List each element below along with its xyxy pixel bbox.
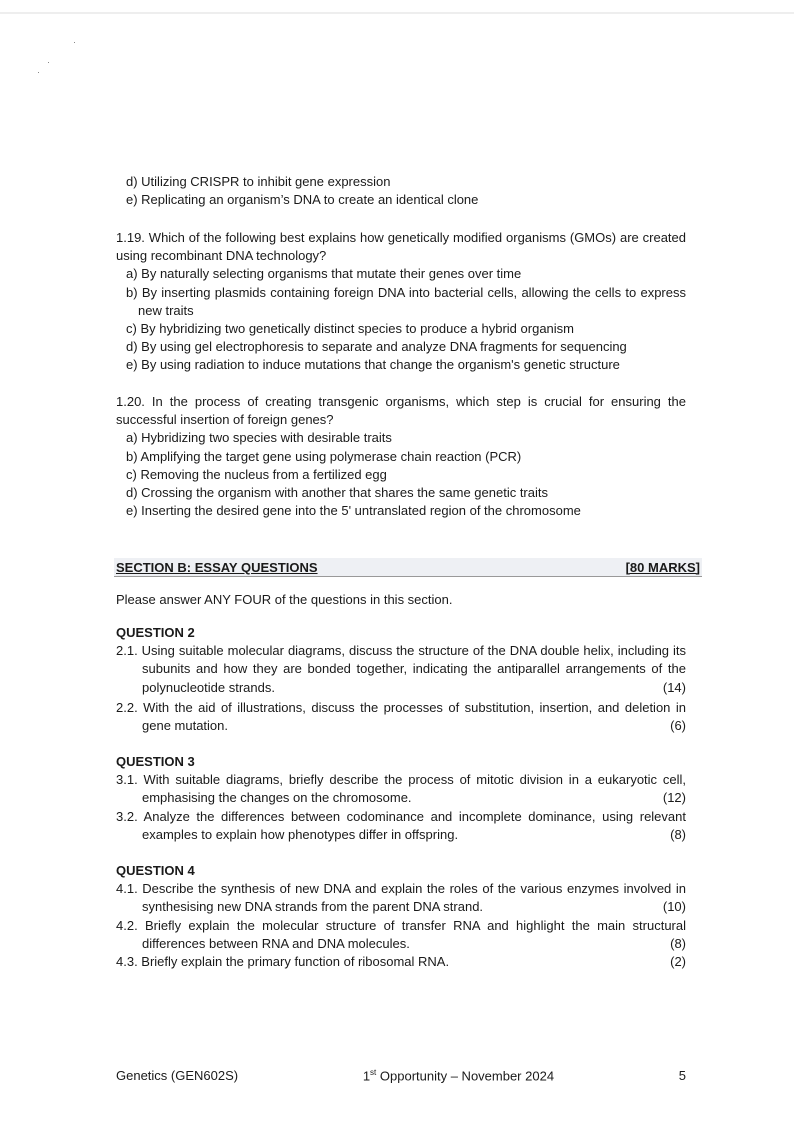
question-1-18-tail — [116, 173, 686, 209]
option: d) By using gel electrophoresis to separate and analyze DNA fragments for sequencing — [126, 339, 627, 355]
option: e) Replicating an organism’s DNA to create an identical clone — [126, 192, 479, 208]
marks: (10) — [662, 899, 686, 915]
option: a) By naturally selecting organisms that mutate their genes over time — [126, 266, 522, 282]
sub-question: 2.1. Using suitable molecular diagrams, discuss the structure of the DNA double helix, including its subunits and how they are bonded together, indicating the antiparallel arrangements of the polynucleotide strands. (14) — [116, 642, 686, 697]
page-footer — [116, 1068, 686, 1083]
sub-question: 3.1. With suitable diagrams, briefly describe the process of mitotic division in a eukaryotic cell, emphasising the changes on the chromosome. (12) — [116, 771, 686, 807]
option: d) Utilizing CRISPR to inhibit gene expression — [126, 174, 391, 189]
sub-question: 4.3. Briefly explain the primary function of ribosomal RNA. (2) — [116, 953, 686, 971]
marks: (6) — [670, 718, 686, 734]
question-3 — [116, 753, 686, 844]
option: c) Removing the nucleus from a fertilized egg — [126, 466, 387, 482]
question-stem: 1.19. Which of the following best explains how genetically modified organisms (GMOs) are created using recombinant DNA technology? — [116, 230, 686, 264]
section-instruction: Please answer ANY FOUR of the questions in this section. — [116, 592, 453, 607]
page-number: 5 — [678, 1068, 686, 1083]
exam-opportunity: 1st Opportunity – November 2024 — [362, 1068, 555, 1084]
option: b) Amplifying the target gene using polymerase chain reaction (PCR) — [126, 448, 522, 464]
option: a) Hybridizing two species with desirable traits — [126, 430, 392, 446]
question-stem: 1.20. In the process of creating transgenic organisms, which step is crucial for ensuring the successful insertion of foreign genes? — [116, 394, 686, 428]
section-b-header — [114, 558, 702, 577]
course-code: Genetics (GEN602S) — [116, 1068, 239, 1083]
sub-question: 3.2. Analyze the differences between codominance and incomplete dominance, using relevant examples to explain how phenotypes differ in offspring. (8) — [116, 808, 686, 844]
marks: (14) — [662, 679, 686, 695]
marks: (12) — [662, 790, 686, 806]
option: d) Crossing the organism with another that shares the same genetic traits — [126, 485, 548, 501]
scan-speck — [48, 62, 49, 63]
scan-edge — [0, 12, 794, 14]
question-heading: QUESTION 3 — [116, 754, 195, 769]
scan-speck — [74, 42, 75, 43]
marks: (8) — [670, 826, 686, 842]
marks: (2) — [670, 954, 686, 970]
section-title: SECTION B: ESSAY QUESTIONS — [116, 559, 318, 575]
option: e) Inserting the desired gene into the 5' untranslated region of the chromosome — [126, 503, 581, 519]
option: e) By using radiation to induce mutations that change the organism's genetic structure — [126, 357, 620, 373]
question-1-20 — [116, 393, 686, 520]
question-1-19 — [116, 229, 686, 375]
sub-question: 4.2. Briefly explain the molecular structure of transfer RNA and highlight the main structural differences between RNA and DNA molecules. (8) — [116, 917, 686, 953]
question-2 — [116, 624, 686, 735]
question-heading: QUESTION 2 — [116, 625, 195, 640]
section-marks: [80 MARKS] — [625, 559, 700, 575]
question-4 — [116, 862, 686, 971]
marks: (8) — [670, 935, 686, 951]
sub-question: 2.2. With the aid of illustrations, discuss the processes of substitution, insertion, and deletion in gene mutation. (6) — [116, 699, 686, 735]
sub-question: 4.1. Describe the synthesis of new DNA and explain the roles of the various enzymes involved in synthesising new DNA strands from the parent DNA strand. (10) — [116, 880, 686, 916]
question-heading: QUESTION 4 — [116, 863, 195, 878]
option: c) By hybridizing two genetically distinct species to produce a hybrid organism — [126, 321, 574, 337]
scan-speck — [38, 72, 39, 73]
option: b) By inserting plasmids containing foreign DNA into bacterial cells, allowing the cells to express new traits — [126, 284, 686, 318]
